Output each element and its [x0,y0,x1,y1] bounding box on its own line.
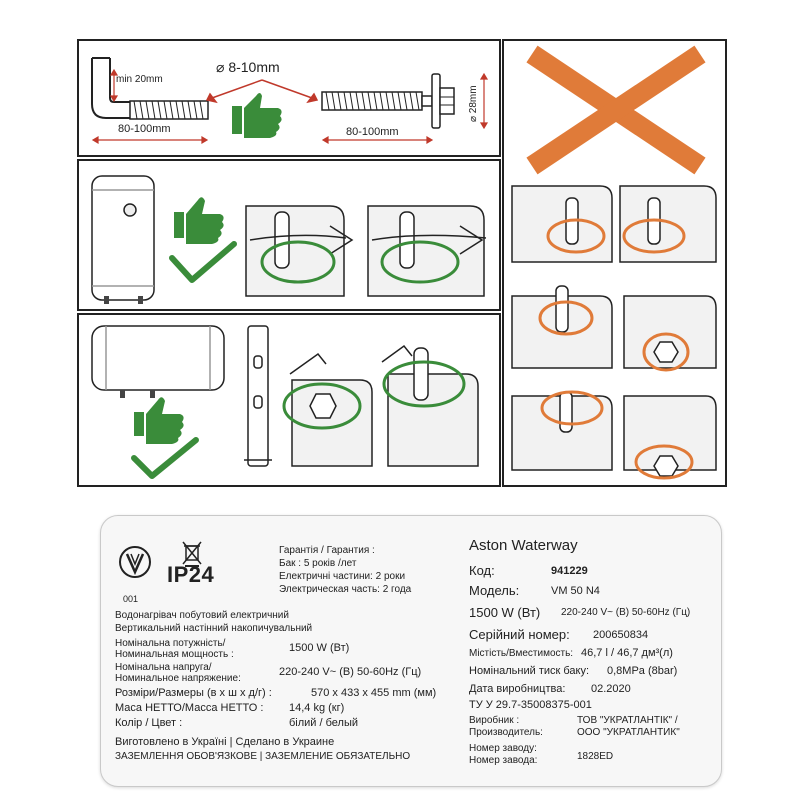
description-ru: Вертикальний настінний накопичувальний [115,623,313,634]
ukrsepro-cert-icon [117,544,153,584]
spec-value-weight: 14,4 kg (кг) [289,702,345,714]
spec-label-voltage: Номінальна напруга/ Номинальное напряжение: [115,662,241,684]
manufacturer-value-ru: ООО "УКРАТЛАНТИК" [577,727,680,738]
spec-value-power: 1500 W (Вт) [289,642,350,654]
manufacturer-label-ru: Производитель: [469,727,543,738]
hook-incorrect-3 [512,286,612,368]
warranty-tank: Бак : 5 років /лет [279,558,357,569]
cert-number: 001 [123,594,139,604]
vertical-water-heater [92,176,154,304]
hook-incorrect-5 [512,392,612,470]
manufacturer-label-ua: Виробник : [469,715,520,726]
brand-name: Aston Waterway [469,537,578,554]
power-line-detail: 220-240 V~ (В) 50-60Hz (Гц) [561,607,691,618]
ip-rating: IP24 [167,562,215,587]
code-label: Код: [469,563,495,578]
power-line: 1500 W (Вт) [469,605,541,620]
date-value: 02.2020 [591,683,631,695]
warranty-electric-ru: Электрическая часть: 2 года [279,584,412,595]
min-length-label: min 20mm [116,74,163,85]
hook-correct-1 [246,206,352,296]
hook-incorrect-6 [624,396,716,478]
spec-value-dimensions: 570 x 433 x 455 mm (мм) [311,687,437,699]
spec-value-voltage: 220-240 V~ (В) 50-60Hz (Гц) [279,666,422,678]
rating-plate [100,515,722,787]
mounting-rail [244,326,272,466]
spec-label-dimensions: Розміри/Размеры (в x ш x д/г) : [115,687,272,699]
spec-value-color: білий / белый [289,717,359,729]
hook-incorrect-4 [624,296,716,370]
warranty-title: Гарантія / Гарантия : [279,545,375,556]
length-left-label: 80-100mm [118,123,171,135]
washer-diameter-label: ⌀ 28mm [468,85,479,122]
spec-label-weight: Маса НЕТТО/Масса НЕТТО : [115,702,264,714]
plant-label-ru: Номер завода: [469,755,538,766]
manufacturer-value-ua: ТОВ "УКРАТЛАНТІК" / [577,715,678,726]
capacity-value: 46,7 l / 46,7 дм³(л) [581,647,673,659]
tu-standard: ТУ У 29.7-35008375-001 [469,699,592,711]
plant-value: 1828ED [577,751,614,762]
capacity-label: Містість/Вместимость: [469,648,574,659]
horizontal-water-heater [92,326,224,398]
hook-correct-2 [368,206,486,296]
diameter-label: ⌀ 8-10mm [216,59,280,75]
spec-label-power: Номінальна потужність/ Номинальная мощность : [115,638,234,660]
spec-label-color: Колір / Цвет : [115,717,183,729]
warranty-electric-ua: Електричні частини: 2 роки [279,571,406,582]
hook-incorrect-1 [512,186,612,262]
serial-label: Серійний номер: [469,627,570,642]
pressure-label: Номінальний тиск баку: [469,665,590,677]
hook-incorrect-2 [620,186,716,262]
length-right-label: 80-100mm [346,126,399,138]
description-ua: Водонагрівач побутовий електричний [115,610,289,621]
model-label: Модель: [469,583,520,598]
code-value: 941229 [551,565,588,577]
pressure-value: 0,8MPa (8bar) [607,665,678,677]
plant-label-ua: Номер заводу: [469,743,537,754]
grounding-warning: ЗАЗЕМЛЕННЯ ОБОВ'ЯЗКОВЕ | ЗАЗЕМЛЕНИЕ ОБЯЗАТЕЛЬНО [115,751,411,762]
model-value: VM 50 N4 [551,585,600,597]
date-label: Дата виробництва: [469,683,566,695]
made-in: Виготовлено в Україні | Сделано в Украине [115,736,335,748]
serial-value: 200650834 [593,629,649,641]
